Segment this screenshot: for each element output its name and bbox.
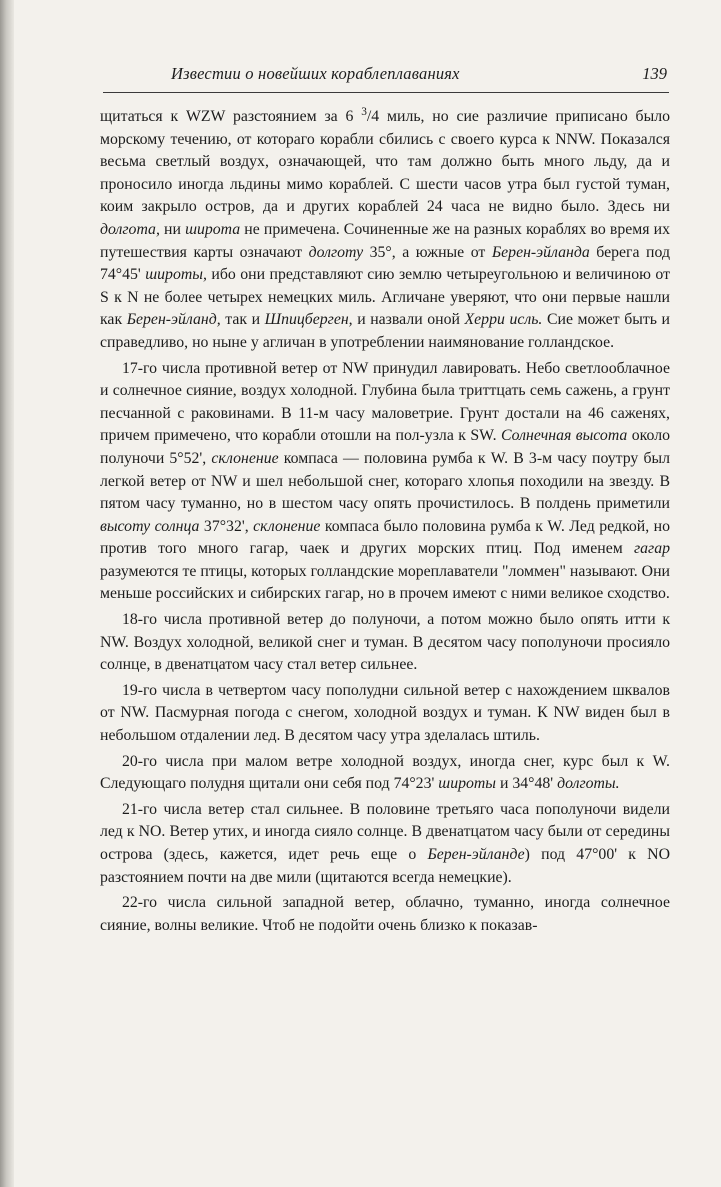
text-run: берега под 74°45' [100, 243, 670, 284]
running-header [103, 58, 669, 93]
paragraph [100, 106, 670, 355]
book-spine-shadow [0, 0, 14, 1187]
italic-text: Берен-эйланда [491, 243, 590, 261]
italic-text: долгота, [100, 220, 160, 238]
text-run: не примечена. Сочиненные же на разных кораблях во время их путешествия карты означают [100, 220, 670, 261]
paragraph [100, 609, 670, 677]
text-run: 19-го числа в четвертом часу пополудни сильной ветер с нахождением шквалов от NW. Пасмурная погода с снегом, холодной воздух и туман. К NW виден был в небольшом отдалении лед. В десятом часу утра зделалась штиль. [100, 681, 670, 745]
paragraph [100, 751, 670, 796]
italic-text: Шпицберген, [264, 311, 353, 329]
body-text [100, 106, 670, 937]
text-run: /4 миль, но сие различие приписано было морскому течению, от котораго корабли сбились с своего курса к NNW. Показался весьма светлый воздух, означающей, что там должно быть много льду, да и проносило иногда льдины мимо кораблей. С шести часов утра был густой туман, коим закрыло остров, да и других кораблей 24 часа не видно было. Здесь ни [100, 108, 670, 216]
text-run: 22-го числа сильной западной ветер, облачно, туманно, иногда солнечное сияние, волны великие. Чтоб не подойти очень близко к показав- [100, 894, 670, 934]
paragraph [100, 680, 670, 748]
italic-text: Берен-эйланд, [126, 311, 221, 329]
text-run: разумеются те птицы, которых голландские мореплаватели "ломмен" называют. Они меньше российских и сибирских гагар, но в прочем имеют с ними великое сходство. [100, 562, 670, 603]
italic-text: Берен-эйланде [427, 846, 525, 863]
text-run: компаса — половина румба к W. В 3-м часу поутру был легкой ветер от NW и шел небольшой снег, котораго хлопья походили на звезду. В пятом часу туманно, но в шестом часу опять прочистилось. В полдень приметили [100, 449, 670, 513]
italic-text: склонение [253, 517, 321, 535]
italic-text: долготы. [557, 775, 620, 793]
text-run: компаса было половина румба к W. Лед редкой, но против того много гагар, чаек и других морских птиц. Под именем [100, 517, 670, 558]
text-run: 20-го числа при малом ветре холодной воздух, иногда снег, курс был к W. Следующаго полудня щитали они себя под 74°23' [100, 752, 670, 793]
text-run: ) под 47°00' к NO разстоянием почти на две мили (щитаются всегда немецкие). [100, 846, 670, 886]
italic-text: долготу [308, 243, 364, 261]
text-run: 37°32', [199, 517, 254, 535]
paragraph [100, 799, 670, 889]
text-run: ибо они представляют сию землю четыреугольною и величиною от S к N не более четырех немецких миль. Агличане уверяют, что они первые нашли как [100, 266, 670, 329]
italic-text: гагар [633, 540, 670, 558]
text-run: 35°, а южные от [363, 243, 492, 261]
page-number: 139 [642, 64, 667, 83]
text-run: и 34°48' [496, 775, 558, 793]
text-run: 18-го числа противной ветер до полуночи, а потом можно было опять итти к NW. Воздух холодной, великой снег и туман. В десятом часу пополуночи просияло солнце, в двенатцатом часу стал ветер сильнее. [100, 611, 670, 674]
italic-text: широта [185, 220, 241, 238]
text-run: 21-го числа ветер стал сильнее. В половине третьяго часа пополуночи видели лед к NO. Ветер утих, и иногда сияло солнце. В двенатцатом часу были от середины острова (здесь, кажется, идет речь еще о [100, 800, 670, 863]
text-run: и назвали оной [352, 311, 465, 329]
text-run: так и [220, 311, 265, 329]
text-run: щитаться к WZW разстоянием за 6 [100, 108, 362, 125]
italic-text: Солнечная высота [501, 427, 628, 445]
running-title: Известии о новейших кораблеплаваниях [171, 64, 460, 83]
italic-text: высоту солнца [100, 517, 200, 535]
text-run: 17-го числа противной ветер от NW принудил лавировать. Небо светлооблачное и солнечное сияние, воздух холодной. Глубина была триттцать семь сажень, а грунт песчанной с раковинами. В 11-м часу маловетрие. Грунт достали на 46 саженях, причем примечено, что корабли отошли на пол-узла к SW. [100, 359, 670, 445]
italic-text: широты, [145, 266, 207, 284]
text-run: ни [159, 220, 186, 238]
paragraph [100, 358, 670, 607]
superscript-text: 3 [361, 105, 367, 118]
text-run: Сие может быть и справедливо, но ныне у агличан в употреблении наимянование голландское. [100, 311, 671, 351]
italic-text: широты [438, 775, 497, 793]
text-run: около полуночи 5°52', [100, 427, 671, 467]
italic-text: Херри исль. [464, 311, 543, 329]
paragraph [100, 892, 670, 937]
italic-text: склонение [211, 449, 279, 467]
